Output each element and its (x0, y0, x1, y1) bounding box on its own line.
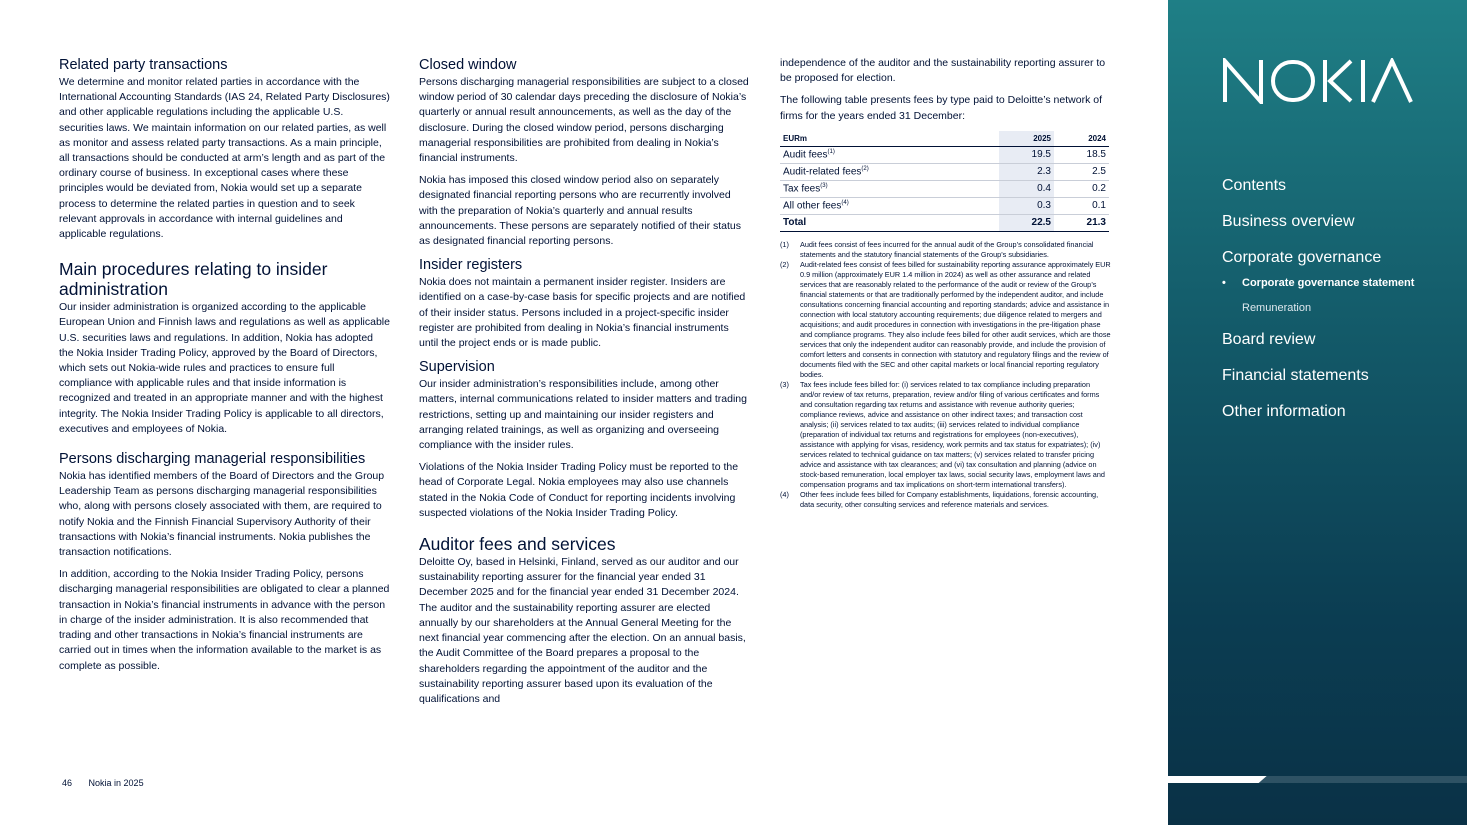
column-right (780, 56, 1111, 510)
pdmr-text-2: In addition, according to the Nokia Insider Trading Policy, persons discharging managerial responsibilities are obligated to clear a planned transaction in Nokia’s financial instruments in advance with the person in charge of the insider administration. It is also recommended that trading and other transactions in Nokia’s financial instruments are carried out in times when the information available to the market is as complete as possible. (59, 568, 390, 672)
nav-corporate-governance-statement[interactable]: • Corporate governance statement (1222, 277, 1415, 289)
row-value-2024: 18.5 (1054, 146, 1109, 163)
closed-window-heading: Closed window (419, 57, 517, 73)
total-2024: 21.3 (1054, 214, 1109, 231)
table-total-row (780, 214, 1109, 231)
footer-doc-title: Nokia in 2025 (88, 778, 144, 788)
row-value-2024: 2.5 (1054, 163, 1109, 180)
closed-window-text-2: Nokia has imposed this closed window period also on separately designated financial reporting persons who are recurrently involved with the preparation of Nokia’s quarterly and annual results announcements. These persons are separately notified of their status as designated financial reporting persons. (419, 174, 741, 248)
table-header-row (780, 131, 1109, 147)
bullet-icon: • (1222, 277, 1226, 289)
footnote: (3) Tax fees include fees billed for: (i) services related to tax compliance including preparation and/or review of tax returns, preparation, review and/or filing of various certificates and forms and consultation regarding tax returns and assistance with revenue authority queries; compliance reviews, advice and assistance on other indirect taxes; and transaction cost analysis; (ii) services related to tax audits; (iii) services related to individual compliance (preparation of individual tax returns and registrations for employees (non-executives), assistance with applying for visas, residency, work permits and tax status for expatriates); (iv) services related to technical guidance on tax matters; (v) services related to transfer pricing advice and assistance with tax clearances; and (vi) tax consultation and planning (advice on stock-based remuneration, local employer tax laws, social security laws, employment laws and compensation programs and tax implications on short-term international transfers). (780, 379, 1105, 489)
nav-business-overview[interactable]: Business overview (1222, 213, 1355, 230)
sidebar-nav (1222, 176, 1452, 438)
navigation-sidebar (1168, 0, 1467, 825)
auditor-fees-table (780, 131, 1109, 232)
fees-intro-text: The following table presents fees by type paid to Deloitte’s network of firms for the years ended 31 December: (780, 94, 1102, 122)
row-value-2025: 19.5 (999, 146, 1054, 163)
total-2025: 22.5 (999, 214, 1054, 231)
table-header-label: EURm (780, 131, 999, 147)
row-value-2024: 0.2 (1054, 180, 1109, 197)
progress-fill (1168, 776, 1267, 783)
column-left (59, 56, 390, 681)
row-value-2025: 0.4 (999, 180, 1054, 197)
page-footer (62, 778, 158, 788)
nav-contents[interactable]: Contents (1222, 177, 1287, 194)
column-middle (419, 56, 750, 714)
pdmr-text-1: Nokia has identified members of the Board of Directors and the Group Leadership Team as persons discharging managerial responsibilities who, along with persons closely associated with them, are required to notify Nokia and the Finnish Financial Supervisory Authority of their transactions with Nokia’s financial instruments. Nokia publishes the transaction notifications. (59, 470, 385, 559)
supervision-text-1: Our insider administration’s responsibilities include, among other matters, internal communications related to insider matters and trading restrictions, setting up and maintaining our insider registers and arranging related trainings, as well as organizing and overseeing compliance with the insider rules. (419, 378, 747, 452)
total-label: Total (780, 214, 999, 231)
nav-board-review[interactable]: Board review (1222, 331, 1316, 348)
insider-administration-text: Our insider administration is organized according to the applicable European Union and Finnish laws and regulations as well as applicable U.S. securities laws and regulations. In addition, Nokia has adopted the Nokia Insider Trading Policy, approved by the Board of Directors, which sets out Nokia-wide rules and practices to ensure full compliance with applicable rules and that inside information is recognized and treated in an appropriate manner and with the highest integrity. The Nokia Insider Trading Policy is applicable to all directors, executives and employees of Nokia. (59, 301, 390, 435)
footnote: (2) Audit-related fees consist of fees billed for sustainability reporting assurance approximately EUR 0.9 million (approximately EUR 1.4 million in 2024) as well as other assurance and related services that are reasonably related to the performance of the audit or review of the Group’s financial statements or that are traditionally performed by the independent auditor, and include consultations concerning financial accounting and reporting standards; advice and assistance in connection with local statutory accounting requirements; due diligence related to mergers and acquisitions; and audit procedures in connection with investigations in the pre-litigation phase and compliance programs. They also include fees billed for other audit services, which are those services that only the independent auditor can reasonably provide, and include the provision of comfort letters and consents in connection with statutory and regulatory filings and the review of documents filed with the SEC and other capital markets or local financial reporting regulatory bodies. (780, 259, 1111, 379)
table-row (780, 197, 1109, 214)
nav-financial-statements[interactable]: Financial statements (1222, 367, 1369, 384)
row-value-2024: 0.1 (1054, 197, 1109, 214)
footnote: (1) Audit fees consist of fees incurred for the annual audit of the Group’s consolidated financial statements and the statutory financial statements of the Group’s subsidiaries. (780, 239, 1094, 259)
document-progress-bar (1168, 776, 1467, 783)
table-footnotes (780, 240, 1111, 510)
row-label: Audit-related fees$^{(2)}$ (780, 163, 999, 180)
row-value-2025: 0.3 (999, 197, 1054, 214)
related-party-text: We determine and monitor related parties in accordance with the International Accounting Standards (IAS 24, Related Party Disclosures) and other applicable regulations including the applicable U.S. securities laws. We maintain information on our related parties, as well as monitor and assess related party transactions. As a main principle, all transactions should be conducted at arm’s length and as part of the ordinary course of business. In exceptional cases where these principles would be deviated from, Nokia would set up a separate process to determine the related parties in question and to seek relevant approvals in accordance with internal guidelines and applicable regulations. (59, 76, 390, 241)
closed-window-text-1: Persons discharging managerial responsibilities are subject to a closed window period of 30 calendar days preceding the disclosure of Nokia’s quarterly or annual result announcements, as well as the day of the disclosure. During the closed window period, persons discharging managerial responsibilities are prohibited from dealing in Nokia’s financial instruments. (419, 76, 749, 165)
insider-registers-text: Nokia does not maintain a permanent insider register. Insiders are identified on a case-by-case basis for specific projects and are notified of their insider status. Persons included in a project-specific insider register are prohibited from dealing in Nokia’s financial instruments until the project ends or is made public. (419, 276, 746, 350)
footnote: (4) Other fees include fees billed for Company establishments, liquidations, forensic accounting, data security, other consulting services and reference materials and services. (780, 489, 1099, 509)
supervision-text-2: Violations of the Nokia Insider Trading Policy must be reported to the head of Corporate Legal. Nokia employees may also use channels stated in the Nokia Code of Conduct for reporting incidents involving suspected violations of the Nokia Insider Trading Policy. (419, 461, 739, 519)
related-party-heading: Related party transactions (59, 57, 228, 73)
insider-administration-heading: Main procedures relating to insider administration (59, 259, 328, 300)
row-label: Tax fees$^{(3)}$ (780, 180, 999, 197)
row-label: All other fees$^{(4)}$ (780, 197, 999, 214)
auditor-fees-text: Deloitte Oy, based in Helsinki, Finland, served as our auditor and our sustainability reporting assurer for the financial year ended 31 December 2025 and for the financial year ended 31 December 2024. The auditor and the sustainability reporting assurer are elected annually by our shareholders at the Annual General Meeting for the next financial year commencing after the election. On an annual basis, the Audit Committee of the Board prepares a proposal to the shareholders regarding the appointment of the auditor and the sustainability reporting assurer based upon its evaluation of the qualifications and (419, 556, 746, 705)
nav-remuneration[interactable]: Remuneration (1242, 302, 1312, 314)
auditor-continued-text: independence of the auditor and the sustainability reporting assurer to be proposed for election. (780, 57, 1106, 85)
table-header-2024: 2024 (1054, 131, 1109, 147)
nav-subsection (1222, 276, 1452, 316)
auditor-fees-heading: Auditor fees and services (419, 534, 616, 555)
table-header-2025: 2025 (999, 131, 1054, 147)
page-number: 46 (62, 778, 73, 788)
table-row (780, 146, 1109, 163)
nokia-logo (1223, 58, 1413, 104)
row-label: Audit fees$^{(1)}$ (780, 146, 999, 163)
table-row (780, 180, 1109, 197)
nav-corporate-governance[interactable]: Corporate governance (1222, 249, 1382, 266)
row-value-2025: 2.3 (999, 163, 1054, 180)
insider-registers-heading: Insider registers (419, 257, 523, 274)
supervision-heading: Supervision (419, 359, 495, 376)
pdmr-heading: Persons discharging managerial responsibilities (59, 451, 366, 468)
table-row (780, 163, 1109, 180)
nav-other-information[interactable]: Other information (1222, 403, 1346, 420)
